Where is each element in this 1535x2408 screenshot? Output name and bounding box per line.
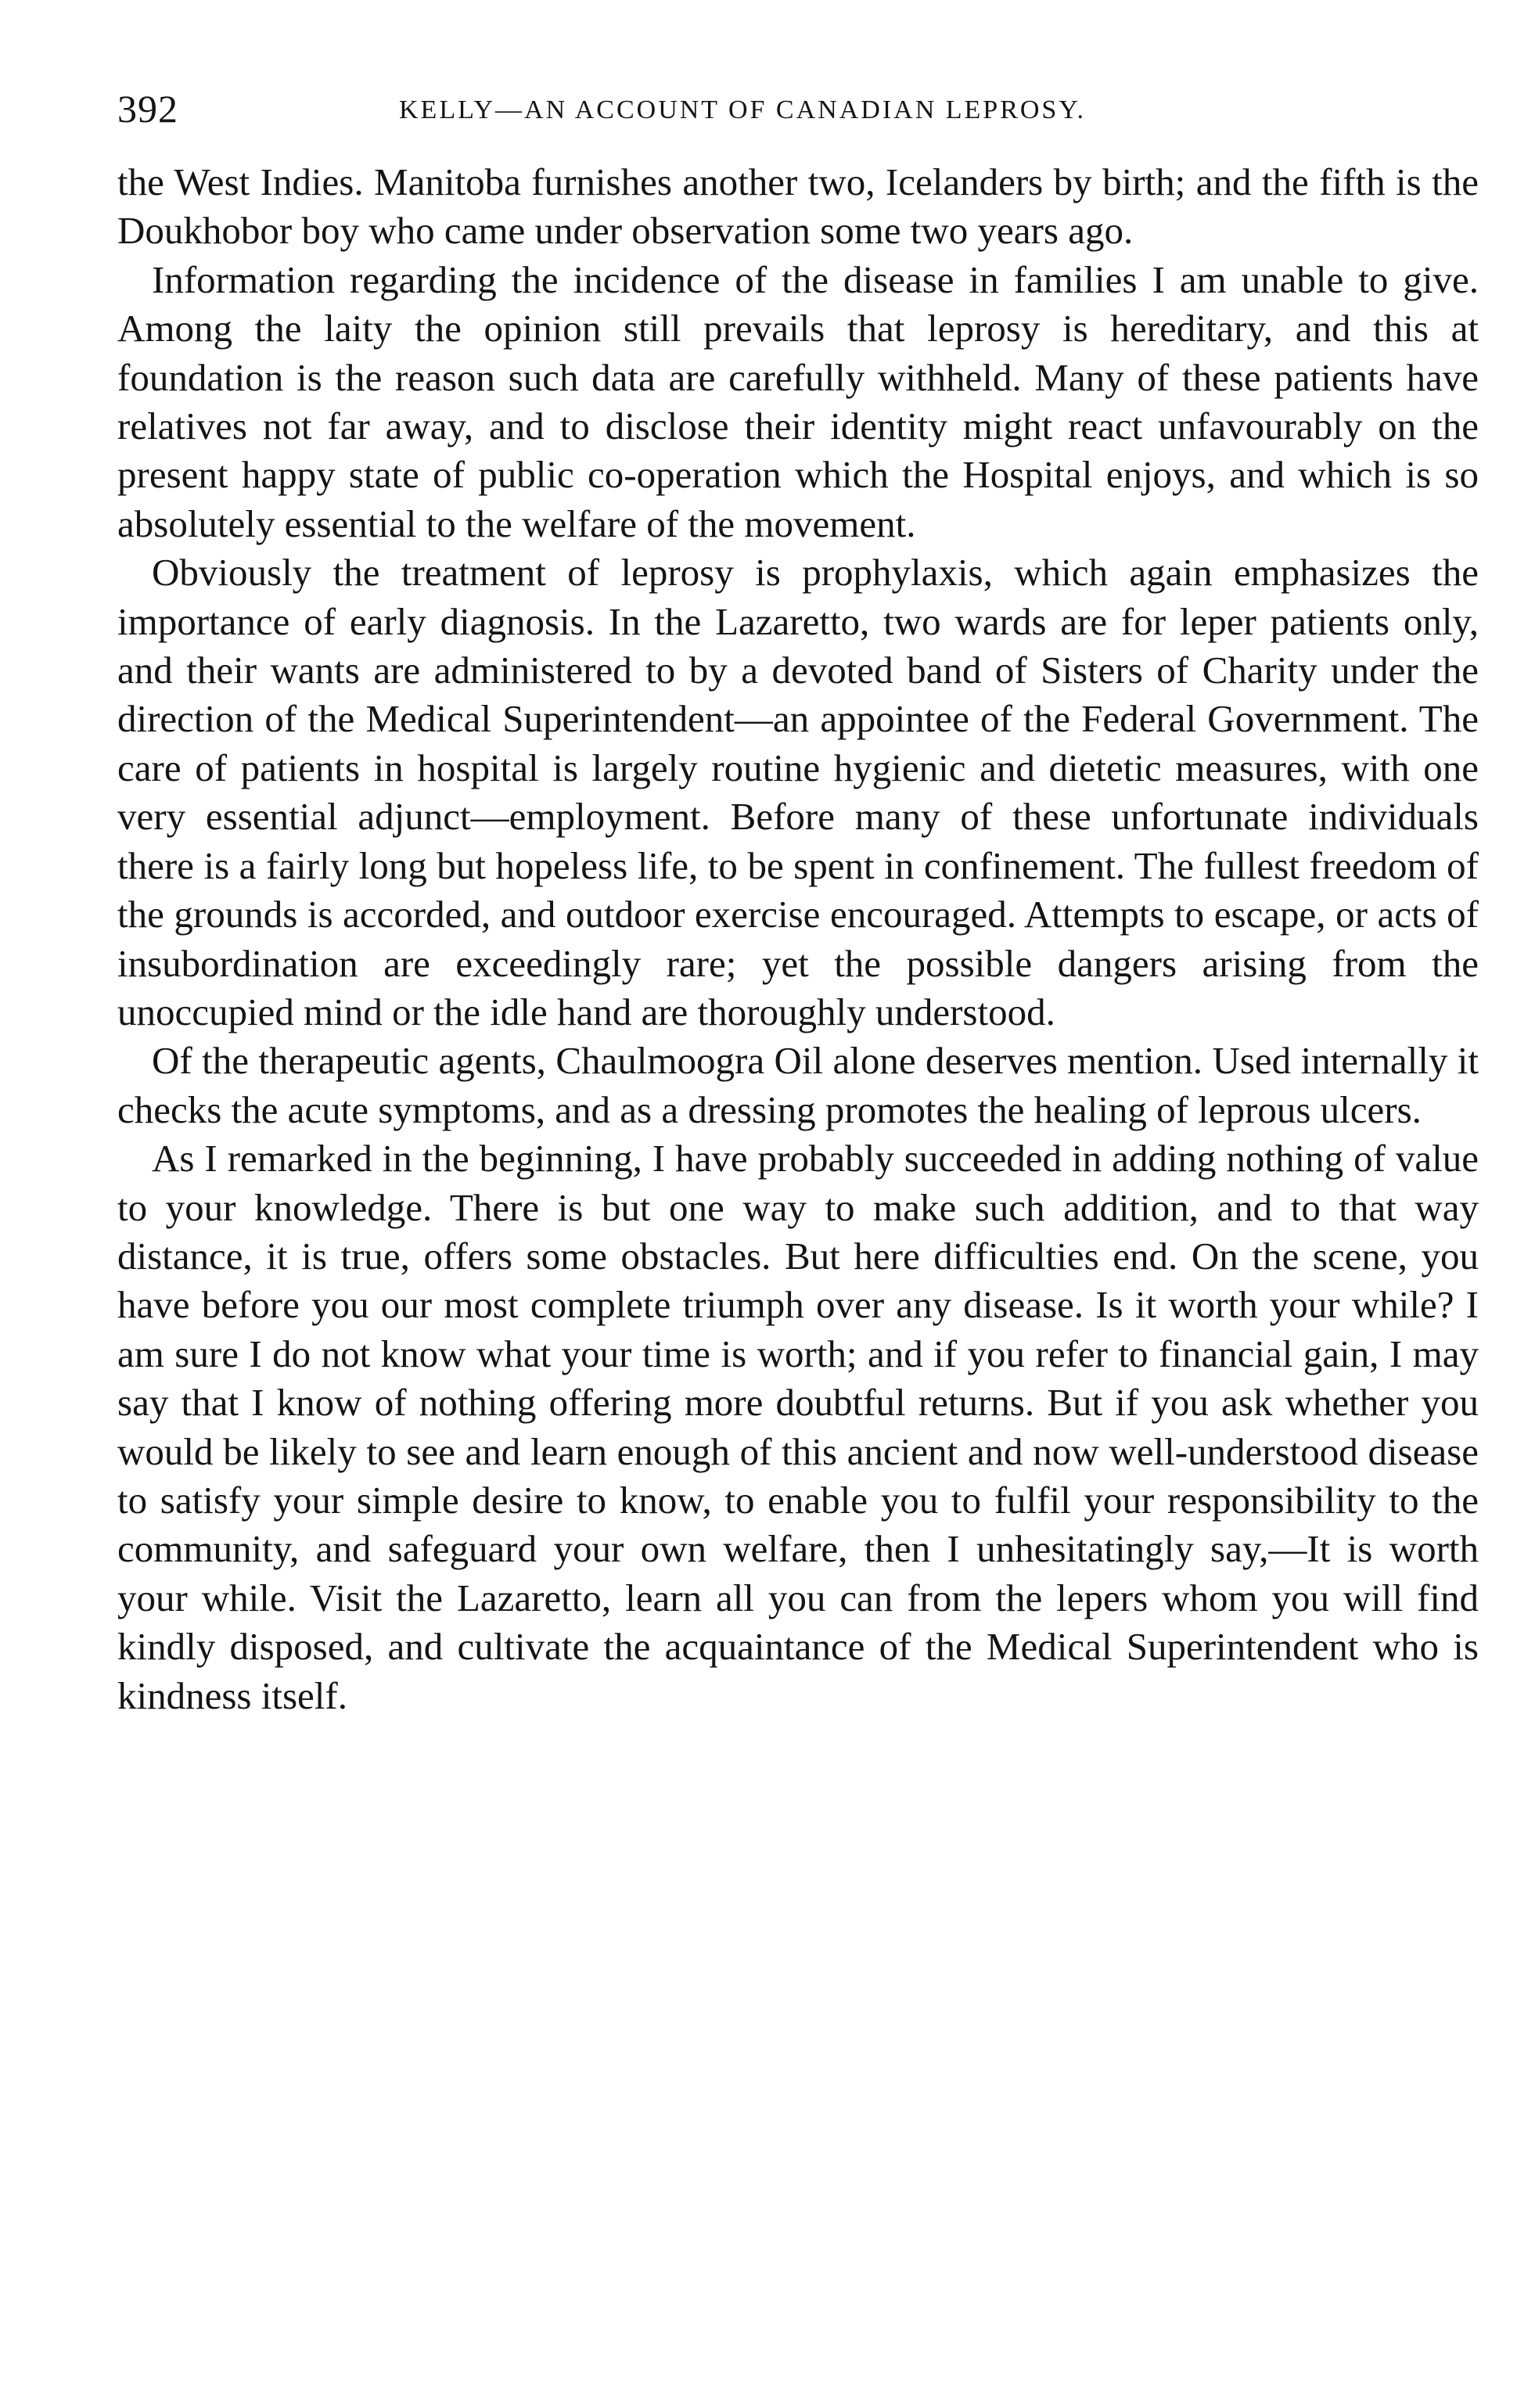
paragraph-continued: the West Indies. Manitoba furnishes another two, Icelanders by birth; and the fifth is the Doukhobor boy who came under observation some two years ago. — [117, 160, 1479, 253]
running-title: KELLY—AN ACCOUNT OF CANADIAN LEPROSY. — [399, 95, 1087, 124]
paragraph-heredity: Information regarding the incidence of the disease in families I am unable to give. Among the laity the opinion still prevails that leprosy is hereditary, and this at foundation is the reason such data are carefully withheld. Many of these patients have relatives not far away, and to disclose their identity might react unfavourably on the present happy state of public co-operation which the Hospital enjoys, and which is so absolutely essential to the welfare of the movement. — [117, 257, 1479, 545]
paragraph-conclusion: As I remarked in the beginning, I have probably succeeded in adding nothing of value to your knowledge. There is but one way to make such addition, and to that way distance, it is true, offers some obstacles. But here difficulties end. On the scene, you have before you our most complete triumph over any disease. Is it worth your while? I am sure I do not know what your time is worth; and if you refer to financial gain, I may say that I know of nothing offering more doubtful returns. But if you ask whether you would be likely to see and learn enough of this ancient and now well-understood disease to satisfy your simple desire to know, to enable you to fulfil your responsibility to the community, and safeguard your own welfare, then I unhesitatingly say,—It is worth your while. Visit the Lazaretto, learn all you can from the lepers whom you will find kindly disposed, and cultivate the acquaintance of the Medical Superintendent who is kindness itself. — [117, 1137, 1479, 1717]
paragraph-treatment: Obviously the treatment of leprosy is prophylaxis, which again emphasizes the importance of early diagnosis. In the Lazaretto, two wards are for leper patients only, and their wants are administered to by a devoted band of Sisters of Charity under the direction of the Medical Superintendent—an appointee of the Federal Government. The care of patients in hospital is largely routine hygienic and dietetic measures, with one very essential adjunct—employment. Before many of these unfortunate individuals there is a fairly long but hopeless life, to be spent in confinement. The fullest freedom of the grounds is accorded, and outdoor exercise encouraged. Attempts to escape, or acts of insubordination are exceedingly rare; yet the possible dangers arising from the unoccupied mind or the idle hand are thoroughly understood. — [117, 551, 1479, 1033]
book-page — [117, 86, 1479, 1720]
page-number: 392 — [117, 87, 178, 131]
paragraph-therapeutic-agents: Of the therapeutic agents, Chaulmoogra Oil alone deserves mention. Used internally it checks the acute symptoms, and as a dressing promotes the healing of leprous ulcers. — [117, 1039, 1479, 1131]
page-header — [117, 86, 1479, 141]
body-text — [117, 158, 1479, 1720]
